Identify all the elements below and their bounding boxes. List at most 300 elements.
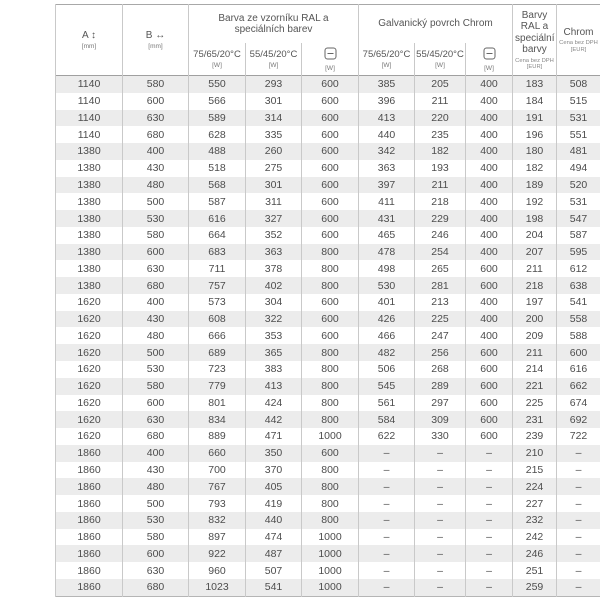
- group-header-chrome-finish: Galvanický povrch Chrom: [359, 5, 513, 44]
- cell-ral-55-45: 363: [246, 244, 302, 261]
- cell-ral-75-65: 689: [189, 344, 246, 361]
- cell-chrome-75-65: –: [359, 512, 415, 529]
- cell-chrome-electric: 400: [466, 110, 513, 127]
- cell-chrome-electric: –: [466, 462, 513, 479]
- cell-height-a: 1620: [56, 411, 123, 428]
- cell-height-a: 1860: [56, 529, 123, 546]
- cell-ral-electric: 1000: [302, 545, 359, 562]
- cell-height-a: 1620: [56, 344, 123, 361]
- vertical-arrows-icon: ↕: [90, 29, 96, 41]
- cell-height-a: 1140: [56, 110, 123, 127]
- cell-ral-55-45: 293: [246, 76, 302, 93]
- price-ral-label: Barvy RAL a speciální barvy: [515, 9, 555, 55]
- cell-chrome-electric: 400: [466, 294, 513, 311]
- subheader-chrome-55-45-20: 55/45/20°C [W]: [415, 43, 466, 76]
- subheader-ral-55-45-20: 55/45/20°C [W]: [246, 43, 302, 76]
- table-row: [56, 462, 600, 479]
- cell-width-b: 530: [123, 512, 189, 529]
- cell-width-b: 400: [123, 445, 189, 462]
- cell-ral-electric: 600: [302, 227, 359, 244]
- cell-price-chrome: 588: [557, 327, 600, 344]
- cell-height-a: 1860: [56, 579, 123, 596]
- cell-price-chrome: 494: [557, 160, 600, 177]
- cell-chrome-55-45: 213: [415, 294, 466, 311]
- cell-ral-75-65: 608: [189, 311, 246, 328]
- cell-price-ral: 196: [513, 126, 557, 143]
- cell-ral-55-45: 301: [246, 177, 302, 194]
- cell-height-a: 1140: [56, 126, 123, 143]
- cell-chrome-55-45: 218: [415, 193, 466, 210]
- cell-price-ral: 225: [513, 395, 557, 412]
- cell-height-a: 1860: [56, 462, 123, 479]
- cell-chrome-75-65: 363: [359, 160, 415, 177]
- cell-ral-75-65: 723: [189, 361, 246, 378]
- table-row: [56, 311, 600, 328]
- cell-width-b: 630: [123, 562, 189, 579]
- cell-chrome-55-45: 205: [415, 76, 466, 93]
- cell-chrome-55-45: 225: [415, 311, 466, 328]
- cell-ral-75-65: 616: [189, 210, 246, 227]
- cell-ral-75-65: 922: [189, 545, 246, 562]
- cell-price-chrome: 531: [557, 110, 600, 127]
- table-row: [56, 93, 600, 110]
- cell-ral-75-65: 779: [189, 378, 246, 395]
- cell-chrome-electric: 600: [466, 260, 513, 277]
- cell-chrome-55-45: –: [415, 545, 466, 562]
- cell-width-b: 480: [123, 177, 189, 194]
- cell-ral-55-45: 365: [246, 344, 302, 361]
- cell-chrome-electric: 400: [466, 160, 513, 177]
- cell-price-ral: 207: [513, 244, 557, 261]
- cell-chrome-electric: 600: [466, 277, 513, 294]
- cell-ral-electric: 600: [302, 76, 359, 93]
- cell-height-a: 1860: [56, 545, 123, 562]
- cell-ral-electric: 1000: [302, 562, 359, 579]
- cell-price-chrome: –: [557, 445, 600, 462]
- cell-chrome-electric: 400: [466, 227, 513, 244]
- cell-price-ral: 246: [513, 545, 557, 562]
- width-b-unit: [mm]: [148, 43, 163, 51]
- cell-chrome-electric: 400: [466, 93, 513, 110]
- cell-width-b: 680: [123, 126, 189, 143]
- cell-width-b: 630: [123, 260, 189, 277]
- cell-price-chrome: 547: [557, 210, 600, 227]
- cell-height-a: 1860: [56, 478, 123, 495]
- cell-ral-75-65: 587: [189, 193, 246, 210]
- cell-chrome-55-45: 289: [415, 378, 466, 395]
- cell-chrome-75-65: 466: [359, 327, 415, 344]
- cell-price-chrome: –: [557, 579, 600, 596]
- group-header-ral-colors: Barva ze vzorníku RAL a speciálních barev: [189, 5, 359, 44]
- cell-width-b: 430: [123, 160, 189, 177]
- cell-ral-55-45: 350: [246, 445, 302, 462]
- cell-chrome-electric: 600: [466, 411, 513, 428]
- cell-ral-55-45: 419: [246, 495, 302, 512]
- cell-ral-75-65: 628: [189, 126, 246, 143]
- cell-chrome-electric: 400: [466, 210, 513, 227]
- cell-width-b: 530: [123, 361, 189, 378]
- cell-ral-75-65: 960: [189, 562, 246, 579]
- cell-chrome-75-65: 530: [359, 277, 415, 294]
- cell-chrome-electric: –: [466, 545, 513, 562]
- cell-price-ral: 211: [513, 344, 557, 361]
- cell-width-b: 600: [123, 93, 189, 110]
- cell-chrome-55-45: –: [415, 445, 466, 462]
- cell-chrome-75-65: 385: [359, 76, 415, 93]
- cell-height-a: 1620: [56, 395, 123, 412]
- cell-chrome-55-45: –: [415, 512, 466, 529]
- cell-price-ral: 232: [513, 512, 557, 529]
- table-row: [56, 143, 600, 160]
- cell-ral-55-45: 442: [246, 411, 302, 428]
- cell-ral-75-65: 573: [189, 294, 246, 311]
- cell-price-chrome: –: [557, 529, 600, 546]
- price-chrome-label: Chrom: [563, 26, 594, 38]
- cell-ral-electric: 600: [302, 193, 359, 210]
- table-row: [56, 529, 600, 546]
- cell-price-ral: 239: [513, 428, 557, 445]
- cell-chrome-75-65: 506: [359, 361, 415, 378]
- cell-ral-55-45: 474: [246, 529, 302, 546]
- cell-height-a: 1860: [56, 495, 123, 512]
- cell-chrome-75-65: 561: [359, 395, 415, 412]
- column-header-width-b: [123, 5, 189, 76]
- cell-ral-electric: 800: [302, 344, 359, 361]
- cell-chrome-55-45: 246: [415, 227, 466, 244]
- cell-chrome-55-45: 211: [415, 177, 466, 194]
- cell-chrome-55-45: 297: [415, 395, 466, 412]
- cell-price-ral: 200: [513, 311, 557, 328]
- column-header-price-chrome: [557, 5, 600, 76]
- cell-width-b: 500: [123, 193, 189, 210]
- cell-ral-electric: 600: [302, 143, 359, 160]
- cell-price-chrome: 692: [557, 411, 600, 428]
- cell-ral-55-45: 402: [246, 277, 302, 294]
- cell-chrome-75-65: –: [359, 495, 415, 512]
- cell-width-b: 430: [123, 462, 189, 479]
- table-row: [56, 110, 600, 127]
- cell-chrome-55-45: 281: [415, 277, 466, 294]
- cell-ral-electric: 600: [302, 327, 359, 344]
- cell-price-chrome: 662: [557, 378, 600, 395]
- cell-ral-75-65: 664: [189, 227, 246, 244]
- table-row: [56, 277, 600, 294]
- cell-chrome-75-65: –: [359, 579, 415, 596]
- cell-chrome-75-65: 411: [359, 193, 415, 210]
- cell-height-a: 1380: [56, 210, 123, 227]
- subheader-chrome-75-65-20: 75/65/20°C [W]: [359, 43, 415, 76]
- horizontal-arrows-icon: ↔: [155, 29, 166, 41]
- cell-ral-electric: 1000: [302, 579, 359, 596]
- cell-price-chrome: 551: [557, 126, 600, 143]
- cell-ral-75-65: 801: [189, 395, 246, 412]
- spec-table-region: [55, 4, 600, 597]
- subheader-chrome-electric: [W]: [466, 43, 513, 76]
- cell-ral-75-65: 767: [189, 478, 246, 495]
- cell-height-a: 1380: [56, 160, 123, 177]
- cell-chrome-electric: 600: [466, 378, 513, 395]
- cell-ral-75-65: 568: [189, 177, 246, 194]
- table-row: [56, 294, 600, 311]
- cell-ral-55-45: 327: [246, 210, 302, 227]
- cell-ral-75-65: 683: [189, 244, 246, 261]
- cell-ral-electric: 1000: [302, 428, 359, 445]
- table-row: [56, 210, 600, 227]
- cell-height-a: 1620: [56, 327, 123, 344]
- cell-chrome-electric: –: [466, 445, 513, 462]
- cell-width-b: 630: [123, 411, 189, 428]
- cell-chrome-55-45: 309: [415, 411, 466, 428]
- cell-chrome-electric: 400: [466, 327, 513, 344]
- cell-ral-75-65: 897: [189, 529, 246, 546]
- cell-height-a: 1860: [56, 512, 123, 529]
- cell-price-ral: 180: [513, 143, 557, 160]
- cell-chrome-55-45: –: [415, 478, 466, 495]
- cell-price-ral: 251: [513, 562, 557, 579]
- cell-chrome-55-45: 330: [415, 428, 466, 445]
- cell-ral-75-65: 889: [189, 428, 246, 445]
- table-row: [56, 76, 600, 93]
- cell-chrome-55-45: –: [415, 579, 466, 596]
- column-header-height-a: [56, 5, 123, 76]
- cell-price-chrome: 674: [557, 395, 600, 412]
- cell-ral-electric: 800: [302, 478, 359, 495]
- cell-ral-electric: 800: [302, 512, 359, 529]
- cell-width-b: 580: [123, 76, 189, 93]
- cell-ral-75-65: 793: [189, 495, 246, 512]
- cell-ral-55-45: 378: [246, 260, 302, 277]
- cell-ral-electric: 800: [302, 411, 359, 428]
- cell-ral-electric: 800: [302, 277, 359, 294]
- table-row: [56, 579, 600, 596]
- cell-chrome-electric: 400: [466, 76, 513, 93]
- cell-chrome-75-65: 482: [359, 344, 415, 361]
- cell-chrome-55-45: 254: [415, 244, 466, 261]
- cell-ral-electric: 600: [302, 177, 359, 194]
- cell-price-ral: 209: [513, 327, 557, 344]
- cell-price-chrome: –: [557, 562, 600, 579]
- cell-ral-75-65: 711: [189, 260, 246, 277]
- cell-price-ral: 192: [513, 193, 557, 210]
- cell-ral-electric: 800: [302, 395, 359, 412]
- cell-height-a: 1380: [56, 143, 123, 160]
- cell-ral-55-45: 370: [246, 462, 302, 479]
- cell-ral-electric: 600: [302, 445, 359, 462]
- cell-ral-75-65: 488: [189, 143, 246, 160]
- cell-ral-55-45: 311: [246, 193, 302, 210]
- table-row: [56, 378, 600, 395]
- cell-price-chrome: –: [557, 512, 600, 529]
- cell-chrome-electric: 600: [466, 395, 513, 412]
- table-row: [56, 126, 600, 143]
- cell-chrome-electric: 400: [466, 143, 513, 160]
- cell-height-a: 1380: [56, 260, 123, 277]
- cell-chrome-55-45: –: [415, 562, 466, 579]
- cell-price-ral: 210: [513, 445, 557, 462]
- cell-width-b: 680: [123, 579, 189, 596]
- cell-price-chrome: 612: [557, 260, 600, 277]
- cell-chrome-electric: –: [466, 562, 513, 579]
- cell-chrome-75-65: 622: [359, 428, 415, 445]
- cell-width-b: 600: [123, 395, 189, 412]
- cell-ral-55-45: 471: [246, 428, 302, 445]
- cell-width-b: 600: [123, 244, 189, 261]
- cell-chrome-55-45: 229: [415, 210, 466, 227]
- cell-chrome-75-65: 342: [359, 143, 415, 160]
- cell-width-b: 500: [123, 344, 189, 361]
- cell-ral-75-65: 589: [189, 110, 246, 127]
- cell-height-a: 1620: [56, 428, 123, 445]
- cell-ral-55-45: 383: [246, 361, 302, 378]
- cell-chrome-75-65: 401: [359, 294, 415, 311]
- cell-ral-electric: 800: [302, 462, 359, 479]
- cell-ral-electric: 600: [302, 110, 359, 127]
- cell-height-a: 1380: [56, 277, 123, 294]
- cell-price-ral: 189: [513, 177, 557, 194]
- cell-chrome-75-65: –: [359, 545, 415, 562]
- table-row: [56, 495, 600, 512]
- cell-ral-55-45: 413: [246, 378, 302, 395]
- cell-width-b: 680: [123, 428, 189, 445]
- cell-price-chrome: 558: [557, 311, 600, 328]
- cell-ral-electric: 800: [302, 244, 359, 261]
- subheader-ral-electric: [W]: [302, 43, 359, 76]
- cell-chrome-electric: –: [466, 512, 513, 529]
- cell-price-chrome: –: [557, 545, 600, 562]
- cell-price-chrome: 531: [557, 193, 600, 210]
- cell-chrome-55-45: 235: [415, 126, 466, 143]
- cell-height-a: 1380: [56, 227, 123, 244]
- cell-ral-75-65: 1023: [189, 579, 246, 596]
- table-row: [56, 227, 600, 244]
- cell-height-a: 1860: [56, 445, 123, 462]
- cell-price-chrome: –: [557, 495, 600, 512]
- cell-chrome-75-65: –: [359, 562, 415, 579]
- cell-width-b: 600: [123, 545, 189, 562]
- cell-ral-75-65: 832: [189, 512, 246, 529]
- table-row: [56, 545, 600, 562]
- height-a-unit: [mm]: [81, 43, 97, 51]
- cell-price-chrome: 508: [557, 76, 600, 93]
- cell-width-b: 480: [123, 327, 189, 344]
- cell-chrome-electric: –: [466, 478, 513, 495]
- cell-price-ral: 218: [513, 277, 557, 294]
- cell-ral-electric: 600: [302, 126, 359, 143]
- cell-ral-55-45: 260: [246, 143, 302, 160]
- cell-price-ral: 215: [513, 462, 557, 479]
- cell-chrome-75-65: 431: [359, 210, 415, 227]
- cell-price-ral: 182: [513, 160, 557, 177]
- cell-chrome-75-65: 545: [359, 378, 415, 395]
- cell-ral-electric: 1000: [302, 529, 359, 546]
- cell-ral-55-45: 314: [246, 110, 302, 127]
- cell-ral-55-45: 304: [246, 294, 302, 311]
- cell-chrome-55-45: –: [415, 462, 466, 479]
- cell-chrome-75-65: –: [359, 462, 415, 479]
- cell-price-chrome: 595: [557, 244, 600, 261]
- cell-height-a: 1380: [56, 177, 123, 194]
- cell-height-a: 1620: [56, 378, 123, 395]
- cell-chrome-75-65: 478: [359, 244, 415, 261]
- cell-chrome-electric: 400: [466, 244, 513, 261]
- cell-chrome-55-45: –: [415, 529, 466, 546]
- cell-price-ral: 214: [513, 361, 557, 378]
- cell-ral-75-65: 666: [189, 327, 246, 344]
- cell-chrome-55-45: 211: [415, 93, 466, 110]
- cell-ral-55-45: 275: [246, 160, 302, 177]
- cell-price-chrome: –: [557, 478, 600, 495]
- cell-width-b: 500: [123, 495, 189, 512]
- cell-chrome-55-45: 265: [415, 260, 466, 277]
- table-row: [56, 478, 600, 495]
- cell-width-b: 400: [123, 143, 189, 160]
- cell-height-a: 1140: [56, 76, 123, 93]
- table-row: [56, 411, 600, 428]
- cell-chrome-55-45: –: [415, 495, 466, 512]
- cell-price-ral: 204: [513, 227, 557, 244]
- cell-price-chrome: 481: [557, 143, 600, 160]
- table-row: [56, 344, 600, 361]
- cell-price-ral: 211: [513, 260, 557, 277]
- cell-ral-electric: 600: [302, 160, 359, 177]
- cell-ral-75-65: 834: [189, 411, 246, 428]
- cell-height-a: 1620: [56, 294, 123, 311]
- cell-ral-75-65: 550: [189, 76, 246, 93]
- cell-price-ral: 197: [513, 294, 557, 311]
- cell-ral-55-45: 322: [246, 311, 302, 328]
- cell-ral-55-45: 353: [246, 327, 302, 344]
- cell-ral-55-45: 352: [246, 227, 302, 244]
- cell-price-ral: 242: [513, 529, 557, 546]
- cell-ral-electric: 800: [302, 495, 359, 512]
- cell-chrome-electric: 400: [466, 311, 513, 328]
- cell-price-chrome: 520: [557, 177, 600, 194]
- table-header: [56, 5, 600, 76]
- cell-chrome-75-65: –: [359, 445, 415, 462]
- table-row: [56, 512, 600, 529]
- table-row: [56, 361, 600, 378]
- cell-price-ral: 183: [513, 76, 557, 93]
- electric-heating-element-icon: [483, 47, 496, 63]
- cell-chrome-75-65: –: [359, 478, 415, 495]
- cell-width-b: 580: [123, 227, 189, 244]
- cell-price-chrome: 541: [557, 294, 600, 311]
- table-row: [56, 445, 600, 462]
- cell-ral-electric: 800: [302, 378, 359, 395]
- column-header-price-ral: [513, 5, 557, 76]
- cell-chrome-55-45: 247: [415, 327, 466, 344]
- price-ral-note: Cena bez DPH [EUR]: [515, 57, 554, 70]
- cell-chrome-75-65: 397: [359, 177, 415, 194]
- cell-ral-55-45: 541: [246, 579, 302, 596]
- cell-ral-55-45: 405: [246, 478, 302, 495]
- table-row: [56, 562, 600, 579]
- cell-ral-55-45: 424: [246, 395, 302, 412]
- cell-chrome-75-65: 413: [359, 110, 415, 127]
- cell-chrome-55-45: 193: [415, 160, 466, 177]
- cell-width-b: 580: [123, 378, 189, 395]
- cell-ral-55-45: 301: [246, 93, 302, 110]
- cell-ral-75-65: 518: [189, 160, 246, 177]
- cell-chrome-75-65: 498: [359, 260, 415, 277]
- cell-ral-75-65: 566: [189, 93, 246, 110]
- cell-price-chrome: –: [557, 462, 600, 479]
- cell-price-chrome: 722: [557, 428, 600, 445]
- price-chrome-note: Cena bez DPH [EUR]: [559, 40, 598, 53]
- cell-width-b: 680: [123, 277, 189, 294]
- cell-height-a: 1860: [56, 562, 123, 579]
- radiator-spec-table: [55, 4, 600, 597]
